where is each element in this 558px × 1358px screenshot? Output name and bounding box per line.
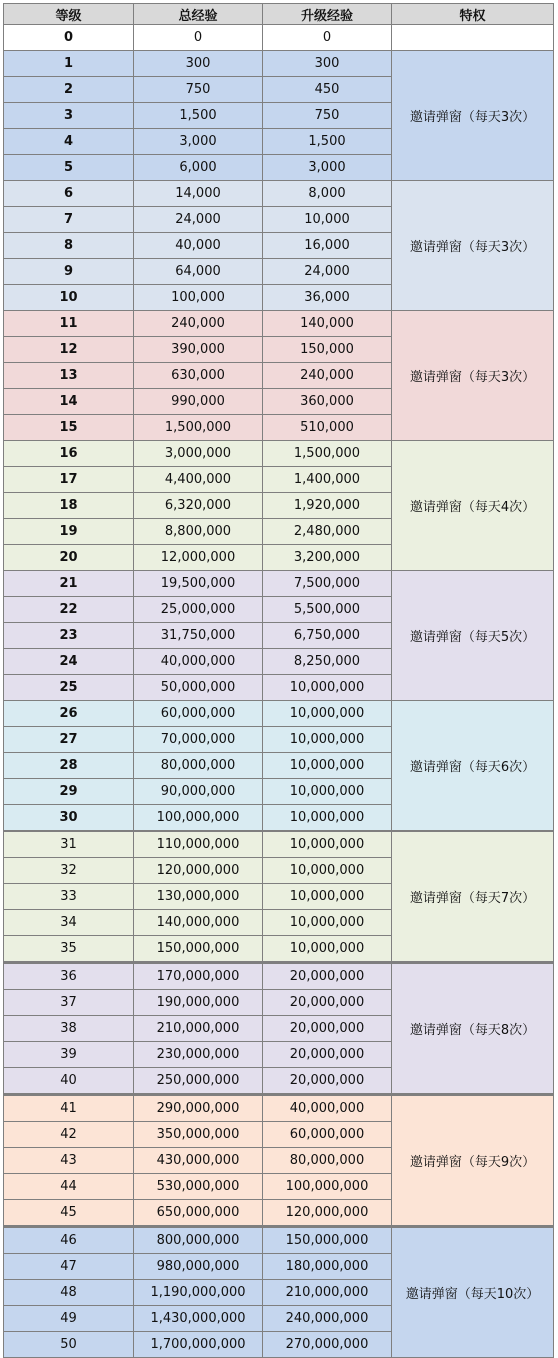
level-cell: 3: [4, 103, 134, 129]
level-cell: 42: [4, 1122, 134, 1148]
total-exp-cell: 40,000,000: [134, 649, 263, 675]
table-row: [4, 701, 554, 727]
upgrade-exp-cell: 8,250,000: [263, 649, 392, 675]
upgrade-exp-cell: 240,000,000: [263, 1306, 392, 1332]
upgrade-exp-cell: 5,500,000: [263, 597, 392, 623]
level-cell: 20: [4, 545, 134, 571]
level-cell: 27: [4, 727, 134, 753]
upgrade-exp-cell: 20,000,000: [263, 1016, 392, 1042]
upgrade-exp-cell: 7,500,000: [263, 571, 392, 597]
total-exp-cell: 100,000: [134, 285, 263, 311]
privilege-cell: 邀请弹窗（每天10次）: [392, 1227, 554, 1358]
upgrade-exp-cell: 8,000: [263, 181, 392, 207]
table-row: [4, 25, 554, 51]
upgrade-exp-cell: 20,000,000: [263, 1068, 392, 1095]
total-exp-cell: 990,000: [134, 389, 263, 415]
level-cell: 46: [4, 1227, 134, 1254]
upgrade-exp-cell: 1,920,000: [263, 493, 392, 519]
total-exp-cell: 980,000,000: [134, 1254, 263, 1280]
upgrade-exp-cell: 3,000: [263, 155, 392, 181]
privilege-cell: 邀请弹窗（每天8次）: [392, 963, 554, 1095]
privilege-cell: 邀请弹窗（每天3次）: [392, 311, 554, 441]
total-exp-cell: 1,700,000,000: [134, 1332, 263, 1358]
level-cell: 40: [4, 1068, 134, 1095]
level-cell: 8: [4, 233, 134, 259]
table-row: [4, 441, 554, 467]
level-cell: 28: [4, 753, 134, 779]
total-exp-cell: 3,000: [134, 129, 263, 155]
total-exp-cell: 25,000,000: [134, 597, 263, 623]
upgrade-exp-cell: 24,000: [263, 259, 392, 285]
level-cell: 14: [4, 389, 134, 415]
total-exp-cell: 210,000,000: [134, 1016, 263, 1042]
total-exp-cell: 14,000: [134, 181, 263, 207]
total-exp-cell: 110,000,000: [134, 831, 263, 858]
total-exp-cell: 170,000,000: [134, 963, 263, 990]
upgrade-exp-cell: 80,000,000: [263, 1148, 392, 1174]
upgrade-exp-cell: 20,000,000: [263, 1042, 392, 1068]
total-exp-cell: 390,000: [134, 337, 263, 363]
level-cell: 41: [4, 1095, 134, 1122]
level-cell: 48: [4, 1280, 134, 1306]
level-cell: 31: [4, 831, 134, 858]
level-cell: 22: [4, 597, 134, 623]
upgrade-exp-cell: 10,000,000: [263, 779, 392, 805]
total-exp-cell: 90,000,000: [134, 779, 263, 805]
total-exp-cell: 8,800,000: [134, 519, 263, 545]
privilege-cell: 邀请弹窗（每天3次）: [392, 181, 554, 311]
total-exp-cell: 430,000,000: [134, 1148, 263, 1174]
level-cell: 21: [4, 571, 134, 597]
total-exp-cell: 1,190,000,000: [134, 1280, 263, 1306]
level-cell: 33: [4, 884, 134, 910]
table-row: [4, 1095, 554, 1122]
header-upgrade-exp: 升级经验: [263, 4, 392, 25]
level-cell: 47: [4, 1254, 134, 1280]
upgrade-exp-cell: 150,000: [263, 337, 392, 363]
table-row: [4, 571, 554, 597]
upgrade-exp-cell: 10,000,000: [263, 936, 392, 963]
total-exp-cell: 6,320,000: [134, 493, 263, 519]
upgrade-exp-cell: 1,400,000: [263, 467, 392, 493]
total-exp-cell: 4,400,000: [134, 467, 263, 493]
upgrade-exp-cell: 60,000,000: [263, 1122, 392, 1148]
level-cell: 9: [4, 259, 134, 285]
level-cell: 35: [4, 936, 134, 963]
header-row: [4, 4, 554, 25]
level-cell: 2: [4, 77, 134, 103]
total-exp-cell: 750: [134, 77, 263, 103]
upgrade-exp-cell: 2,480,000: [263, 519, 392, 545]
header-privilege: 特权: [392, 4, 554, 25]
level-cell: 17: [4, 467, 134, 493]
level-cell: 32: [4, 858, 134, 884]
table-row: [4, 51, 554, 77]
upgrade-exp-cell: 10,000,000: [263, 675, 392, 701]
level-cell: 49: [4, 1306, 134, 1332]
level-cell: 30: [4, 805, 134, 832]
level-cell: 37: [4, 990, 134, 1016]
level-cell: 16: [4, 441, 134, 467]
total-exp-cell: 12,000,000: [134, 545, 263, 571]
level-cell: 10: [4, 285, 134, 311]
table-row: [4, 181, 554, 207]
privilege-cell: 邀请弹窗（每天6次）: [392, 701, 554, 832]
upgrade-exp-cell: 10,000,000: [263, 753, 392, 779]
table-row: [4, 831, 554, 858]
level-cell: 26: [4, 701, 134, 727]
upgrade-exp-cell: 750: [263, 103, 392, 129]
level-cell: 50: [4, 1332, 134, 1358]
privilege-cell: 邀请弹窗（每天9次）: [392, 1095, 554, 1227]
total-exp-cell: 120,000,000: [134, 858, 263, 884]
upgrade-exp-cell: 100,000,000: [263, 1174, 392, 1200]
upgrade-exp-cell: 300: [263, 51, 392, 77]
level-cell: 5: [4, 155, 134, 181]
upgrade-exp-cell: 1,500,000: [263, 441, 392, 467]
table-row: [4, 311, 554, 337]
total-exp-cell: 300: [134, 51, 263, 77]
total-exp-cell: 140,000,000: [134, 910, 263, 936]
upgrade-exp-cell: 10,000,000: [263, 831, 392, 858]
upgrade-exp-cell: 360,000: [263, 389, 392, 415]
upgrade-exp-cell: 140,000: [263, 311, 392, 337]
total-exp-cell: 150,000,000: [134, 936, 263, 963]
level-cell: 19: [4, 519, 134, 545]
header-total-exp: 总经验: [134, 4, 263, 25]
level-cell: 18: [4, 493, 134, 519]
privilege-cell: 邀请弹窗（每天5次）: [392, 571, 554, 701]
table-body: [4, 25, 554, 1358]
upgrade-exp-cell: 20,000,000: [263, 990, 392, 1016]
total-exp-cell: 130,000,000: [134, 884, 263, 910]
total-exp-cell: 190,000,000: [134, 990, 263, 1016]
level-cell: 23: [4, 623, 134, 649]
level-cell: 36: [4, 963, 134, 990]
level-cell: 34: [4, 910, 134, 936]
total-exp-cell: 24,000: [134, 207, 263, 233]
total-exp-cell: 40,000: [134, 233, 263, 259]
level-cell: 45: [4, 1200, 134, 1227]
total-exp-cell: 630,000: [134, 363, 263, 389]
total-exp-cell: 31,750,000: [134, 623, 263, 649]
privilege-cell: [392, 25, 554, 51]
upgrade-exp-cell: 6,750,000: [263, 623, 392, 649]
level-cell: 44: [4, 1174, 134, 1200]
level-cell: 6: [4, 181, 134, 207]
level-cell: 25: [4, 675, 134, 701]
upgrade-exp-cell: 120,000,000: [263, 1200, 392, 1227]
total-exp-cell: 60,000,000: [134, 701, 263, 727]
upgrade-exp-cell: 36,000: [263, 285, 392, 311]
upgrade-exp-cell: 210,000,000: [263, 1280, 392, 1306]
upgrade-exp-cell: 10,000,000: [263, 701, 392, 727]
total-exp-cell: 290,000,000: [134, 1095, 263, 1122]
upgrade-exp-cell: 450: [263, 77, 392, 103]
total-exp-cell: 800,000,000: [134, 1227, 263, 1254]
upgrade-exp-cell: 10,000,000: [263, 858, 392, 884]
upgrade-exp-cell: 10,000,000: [263, 910, 392, 936]
privilege-cell: 邀请弹窗（每天3次）: [392, 51, 554, 181]
upgrade-exp-cell: 10,000,000: [263, 884, 392, 910]
table-row: [4, 1227, 554, 1254]
total-exp-cell: 6,000: [134, 155, 263, 181]
table-row: [4, 963, 554, 990]
total-exp-cell: 1,430,000,000: [134, 1306, 263, 1332]
total-exp-cell: 100,000,000: [134, 805, 263, 832]
level-cell: 39: [4, 1042, 134, 1068]
total-exp-cell: 230,000,000: [134, 1042, 263, 1068]
level-cell: 7: [4, 207, 134, 233]
level-cell: 29: [4, 779, 134, 805]
level-table: [3, 3, 554, 1358]
total-exp-cell: 50,000,000: [134, 675, 263, 701]
total-exp-cell: 64,000: [134, 259, 263, 285]
level-cell: 1: [4, 51, 134, 77]
total-exp-cell: 80,000,000: [134, 753, 263, 779]
level-cell: 38: [4, 1016, 134, 1042]
upgrade-exp-cell: 180,000,000: [263, 1254, 392, 1280]
privilege-cell: 邀请弹窗（每天4次）: [392, 441, 554, 571]
total-exp-cell: 240,000: [134, 311, 263, 337]
total-exp-cell: 0: [134, 25, 263, 51]
total-exp-cell: 1,500,000: [134, 415, 263, 441]
header-level: 等级: [4, 4, 134, 25]
upgrade-exp-cell: 270,000,000: [263, 1332, 392, 1358]
total-exp-cell: 530,000,000: [134, 1174, 263, 1200]
total-exp-cell: 19,500,000: [134, 571, 263, 597]
upgrade-exp-cell: 3,200,000: [263, 545, 392, 571]
total-exp-cell: 250,000,000: [134, 1068, 263, 1095]
level-cell: 15: [4, 415, 134, 441]
upgrade-exp-cell: 10,000: [263, 207, 392, 233]
upgrade-exp-cell: 40,000,000: [263, 1095, 392, 1122]
upgrade-exp-cell: 0: [263, 25, 392, 51]
upgrade-exp-cell: 10,000,000: [263, 727, 392, 753]
level-cell: 12: [4, 337, 134, 363]
upgrade-exp-cell: 10,000,000: [263, 805, 392, 832]
total-exp-cell: 1,500: [134, 103, 263, 129]
upgrade-exp-cell: 1,500: [263, 129, 392, 155]
level-cell: 43: [4, 1148, 134, 1174]
upgrade-exp-cell: 16,000: [263, 233, 392, 259]
upgrade-exp-cell: 20,000,000: [263, 963, 392, 990]
level-cell: 24: [4, 649, 134, 675]
upgrade-exp-cell: 510,000: [263, 415, 392, 441]
total-exp-cell: 70,000,000: [134, 727, 263, 753]
upgrade-exp-cell: 150,000,000: [263, 1227, 392, 1254]
level-cell: 0: [4, 25, 134, 51]
total-exp-cell: 3,000,000: [134, 441, 263, 467]
total-exp-cell: 650,000,000: [134, 1200, 263, 1227]
upgrade-exp-cell: 240,000: [263, 363, 392, 389]
level-cell: 13: [4, 363, 134, 389]
level-cell: 11: [4, 311, 134, 337]
total-exp-cell: 350,000,000: [134, 1122, 263, 1148]
privilege-cell: 邀请弹窗（每天7次）: [392, 831, 554, 963]
level-cell: 4: [4, 129, 134, 155]
